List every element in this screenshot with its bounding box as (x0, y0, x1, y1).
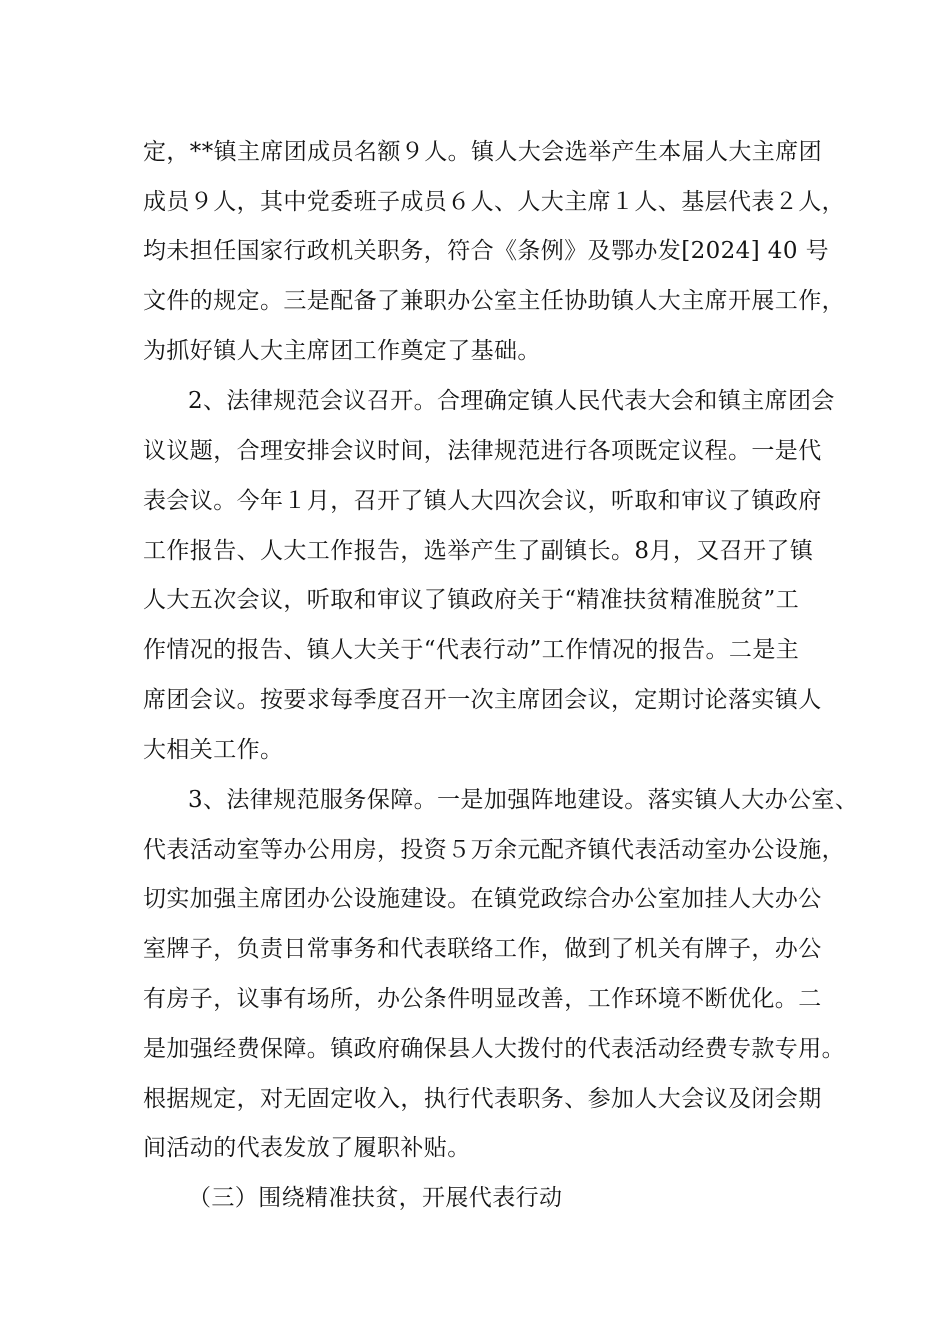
text-line: 定，**镇主席团成员名额９人。镇人大会选举产生本届人大主席团 (143, 139, 822, 165)
text-line: 表会议。今年１月，召开了镇人大四次会议，听取和审议了镇政府 (143, 488, 822, 514)
text-line: 工作报告、人大工作报告，选举产生了副镇长。8月，又召开了镇 (143, 538, 814, 564)
text-line: 人大五次会议，听取和审议了镇政府关于“精准扶贫精准脱贫”工 (143, 587, 800, 613)
text-line: 是加强经费保障。镇政府确保县人大拨付的代表活动经费专款专用。 (143, 1036, 845, 1062)
text-line: 席团会议。按要求每季度召开一次主席团会议，定期讨论落实镇人 (143, 687, 822, 713)
text-line: 文件的规定。三是配备了兼职办公室主任协助镇人大主席开展工作， (143, 288, 845, 314)
text-line: 代表活动室等办公用房，投资５万余元配齐镇代表活动室办公设施， (143, 837, 845, 863)
text-line: 有房子，议事有场所，办公条件明显改善，工作环境不断优化。二 (143, 986, 822, 1012)
text-line: 大相关工作。 (143, 737, 284, 763)
text-line: 作情况的报告、镇人大关于“代表行动”工作情况的报告。二是主 (143, 637, 800, 663)
text-line: 3、法律规范服务保障。一是加强阵地建设。落实镇人大办公室、 (188, 787, 859, 813)
text-line: 切实加强主席团办公设施建设。在镇党政综合办公室加挂人大办公 (143, 886, 822, 912)
text-line: 为抓好镇人大主席团工作奠定了基础。 (143, 338, 541, 364)
text-line: 均未担任国家行政机关职务，符合《条例》及鄂办发[2024] 40 号 (143, 238, 829, 264)
text-line: 2、法律规范会议召开。合理确定镇人民代表大会和镇主席团会 (188, 388, 835, 414)
text-line: 室牌子，负责日常事务和代表联络工作，做到了机关有牌子，办公 (143, 936, 822, 962)
text-line: 根据规定，对无固定收入，执行代表职务、参加人大会议及闭会期 (143, 1086, 822, 1112)
section-heading: （三）围绕精准扶贫，开展代表行动 (188, 1185, 563, 1211)
text-line: 议议题，合理安排会议时间，法律规范进行各项既定议程。一是代 (143, 438, 822, 464)
text-line: 成员９人，其中党委班子成员６人、人大主席１人、基层代表２人， (143, 189, 845, 215)
text-line: 间活动的代表发放了履职补贴。 (143, 1135, 471, 1161)
